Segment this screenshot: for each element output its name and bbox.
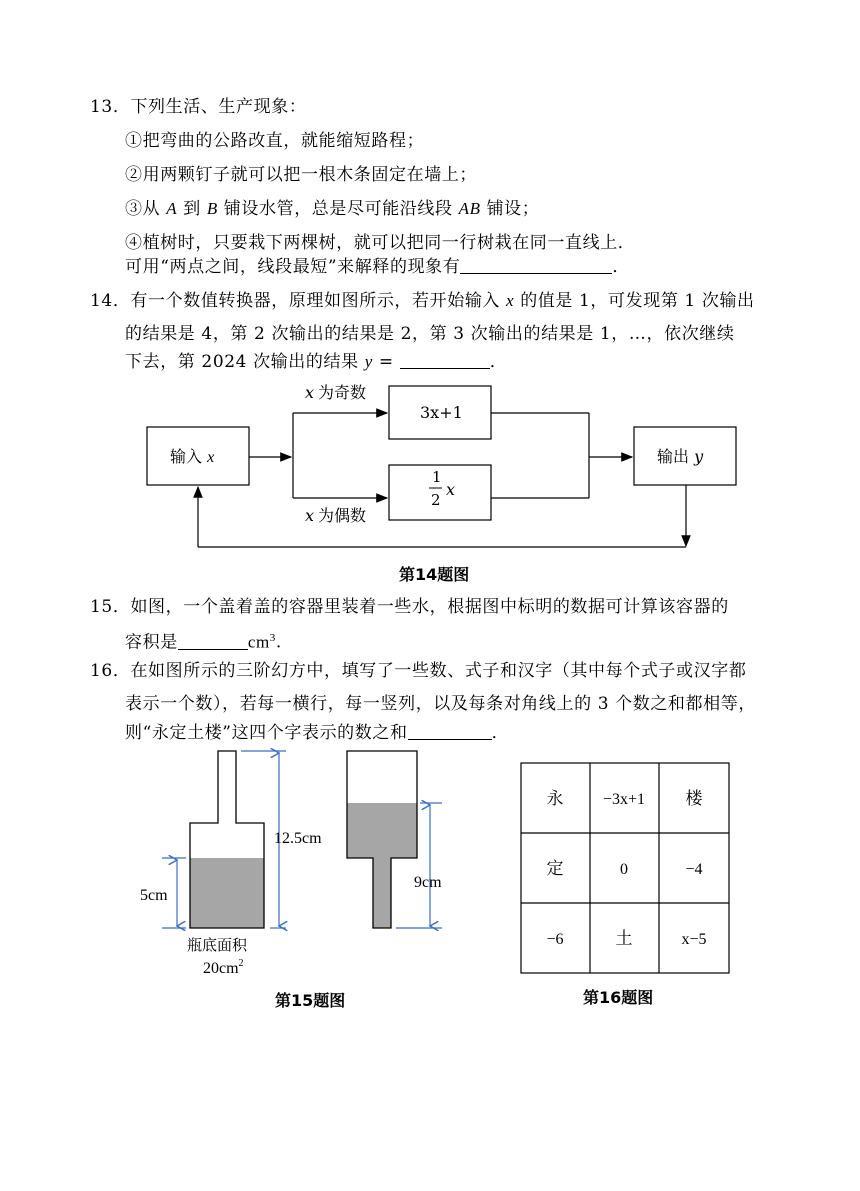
point-b: B	[206, 199, 218, 218]
even-condition-label: x 为偶数	[305, 506, 367, 525]
q15-answer-blank[interactable]	[178, 632, 248, 650]
q13-question: 可用“两点之间，线段最短”来解释的现象有	[125, 257, 461, 277]
q14-line-1: 14．有一个数值转换器，原理如图所示，若开始输入 x 的值是 1，可发现第 1 次输出	[90, 291, 755, 311]
q13-answer-blank[interactable]	[460, 256, 612, 274]
cell-r1c3: 楼	[685, 789, 703, 809]
even-fraction-numerator: 1	[432, 468, 442, 486]
cell-r2c1: 定	[546, 859, 564, 879]
q13-number: 13．	[90, 97, 131, 117]
cell-r1c2: −3x+1	[602, 791, 646, 808]
base-area-label: 瓶底面积	[187, 936, 248, 954]
cell-r3c3: x−5	[681, 931, 707, 948]
q14-caption: 第14题图	[399, 565, 470, 584]
q14-line-2: 的结果是 4，第 2 次输出的结果是 2，第 3 次输出的结果是 1，…，依次继续	[125, 324, 735, 344]
base-area-value: $20cm^2$	[203, 958, 244, 975]
inverted-water-body	[347, 803, 417, 858]
q16-line-1: 16．在如图所示的三阶幻方中，填写了一些数、式子和汉字（其中每个式子或汉字都	[90, 661, 747, 681]
output-label: 输出 y	[657, 447, 704, 466]
odd-condition-label: x 为奇数	[305, 383, 367, 402]
cell-r3c2: 土	[615, 929, 633, 949]
inverted-water-neck	[373, 858, 391, 928]
q15-line-1: 15．如图，一个盖着盖的容器里装着一些水，根据图中标明的数据可计算该容器的	[90, 597, 729, 617]
q13-item-4: ④植树时，只要栽下两棵树，就可以把同一行树栽在同一直线上．	[125, 233, 636, 253]
q14-number: 14．	[90, 291, 131, 311]
q14-answer-blank[interactable]	[400, 351, 490, 369]
q16-line-3: 则“永定土楼”这四个字表示的数之和 ．	[125, 723, 510, 743]
cell-r3c1: −6	[546, 931, 564, 948]
total-height-label: 12.5cm	[274, 830, 322, 847]
segment-ab: AB	[458, 199, 481, 218]
cell-r1c1: 永	[546, 789, 564, 809]
q15-container-figure	[120, 745, 480, 975]
q14-flow-diagram	[0, 378, 860, 578]
q14-line-3: 下去，第 2024 次输出的结果 y = ．	[125, 352, 508, 372]
point-a: A	[166, 199, 178, 218]
q16-caption: 第16题图	[583, 988, 654, 1007]
cell-r2c3: −4	[685, 861, 703, 878]
odd-expression: 3x+1	[420, 403, 463, 422]
water-height-label: 5cm	[140, 887, 168, 904]
q15-line-2: 容积是 $cm^3$.	[125, 632, 282, 653]
q16-answer-blank[interactable]	[408, 722, 492, 740]
q16-magic-square	[518, 760, 758, 980]
q13-question-line: 可用“两点之间，线段最短”来解释的现象有 ．	[125, 257, 630, 277]
inverted-height-label: 9cm	[414, 874, 442, 891]
input-label: 输入 x	[170, 447, 215, 466]
upright-water	[190, 858, 264, 928]
q13-item-2: ②用两颗钉子就可以把一根木条固定在墙上；	[125, 165, 477, 185]
even-fraction-denominator: 2	[431, 491, 441, 509]
q13-stem-line	[90, 96, 306, 118]
q16-number: 16．	[90, 661, 131, 681]
q13-item-1: ①把弯曲的公路改直，就能缩短路程；	[125, 131, 425, 151]
even-fraction-variable: x	[446, 480, 456, 499]
q15-caption: 第15题图	[275, 991, 346, 1010]
q15-number: 15．	[90, 597, 131, 617]
q13-item-3: ③从 A 到 B 铺设水管，总是尽可能沿线段 AB 铺设；	[125, 199, 540, 219]
q16-line-2: 表示一个数），若每一横行，每一竖列，以及每条对角线上的 3 个数之和都相等，	[125, 694, 756, 714]
q13-stem: 下列生活、生产现象：	[130, 97, 307, 117]
cell-r2c2: 0	[620, 861, 628, 878]
